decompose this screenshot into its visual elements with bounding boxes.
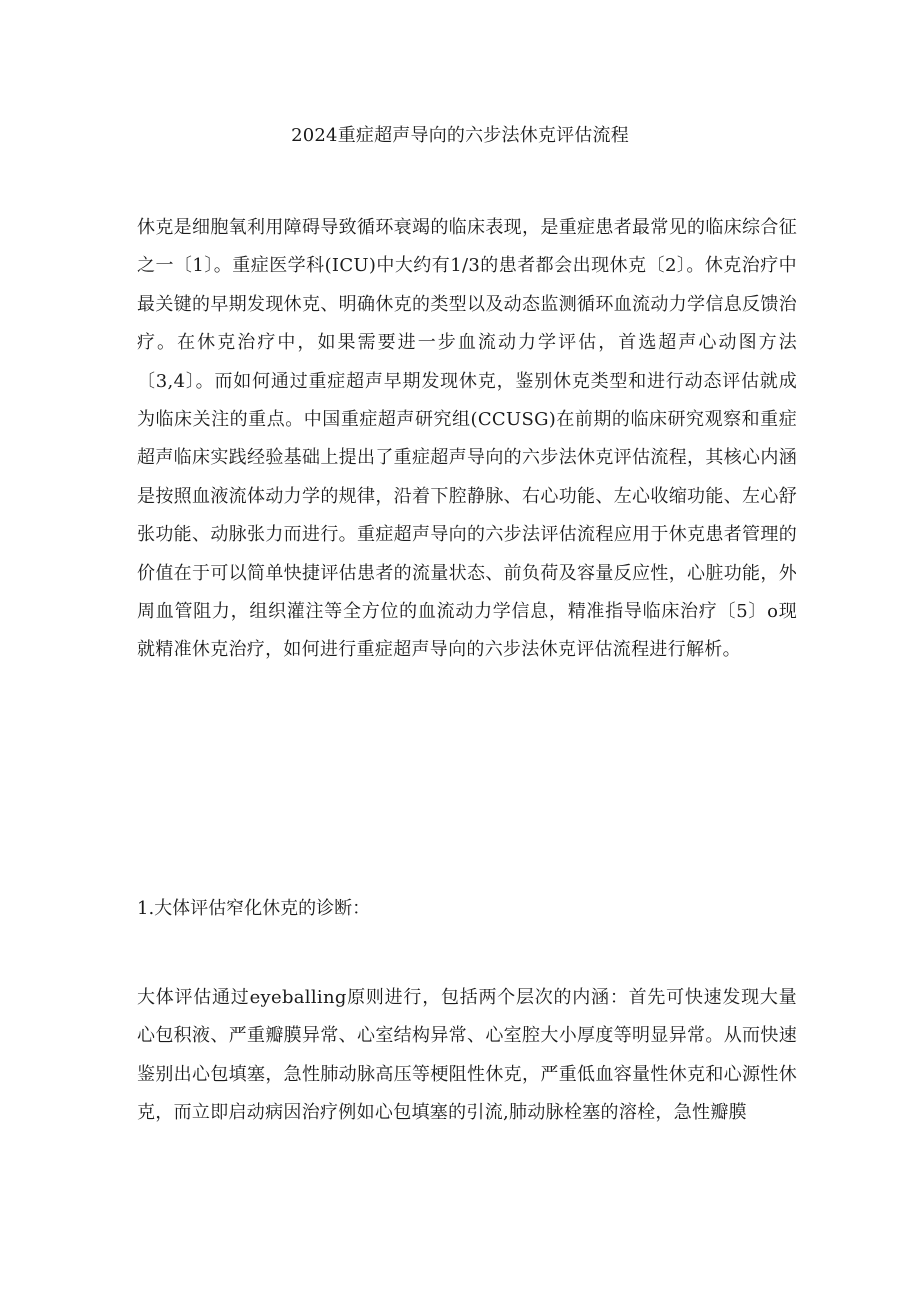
section-1-paragraph: 大体评估通过eyeballing原则进行，包括两个层次的内涵：首先可快速发现大量心包积液、严重瓣膜异常、心室结构异常、心室腔大小厚度等明显异常。从而快速鉴别出心包填塞，急性肺动脉高压等梗阻性休克，严重低血容量性休克和心源性休克，而立即启动病因治疗例如心包填塞的引流,肺动脉栓塞的溶栓，急性瓣膜 [137, 987, 797, 1124]
document-title: 2024重症超声导向的六步法休克评估流程 [291, 125, 629, 146]
section-1-heading: 1.大体评估窄化休克的诊断： [137, 898, 371, 919]
intro-paragraph: 休克是细胞氧利用障碍导致循环衰竭的临床表现，是重症患者最常见的临床综合征之一〔1〕。重症医学科(ICU)中大约有1/3的患者都会出现休克〔2〕。休克治疗中最关键的早期发现休克、明确休克的类型以及动态监测循环血流动力学信息反馈治疗。在休克治疗中，如果需要进一步血流动力学评估，首选超声心动图方法〔3,4〕。而如何通过重症超声早期发现休克，鉴别休克类型和进行动态评估就成为临床关注的重点。中国重症超声研究组(CCUSG)在前期的临床研究观察和重症超声临床实践经验基础上提出了重症超声导向的六步法休克评估流程，其核心内涵是按照血液流体动力学的规律，沿着下腔静脉、右心功能、左心收缩功能、左心舒张功能、动脉张力而进行。重症超声导向的六步法评估流程应用于休克患者管理的价值在于可以简单快捷评估患者的流量状态、前负荷及容量反应性，心脏功能，外周血管阻力，组织灌注等全方位的血流动力学信息，精准指导临床治疗〔5〕o现就精准休克治疗，如何进行重症超声导向的六步法休克评估流程进行解析。 [137, 217, 797, 661]
